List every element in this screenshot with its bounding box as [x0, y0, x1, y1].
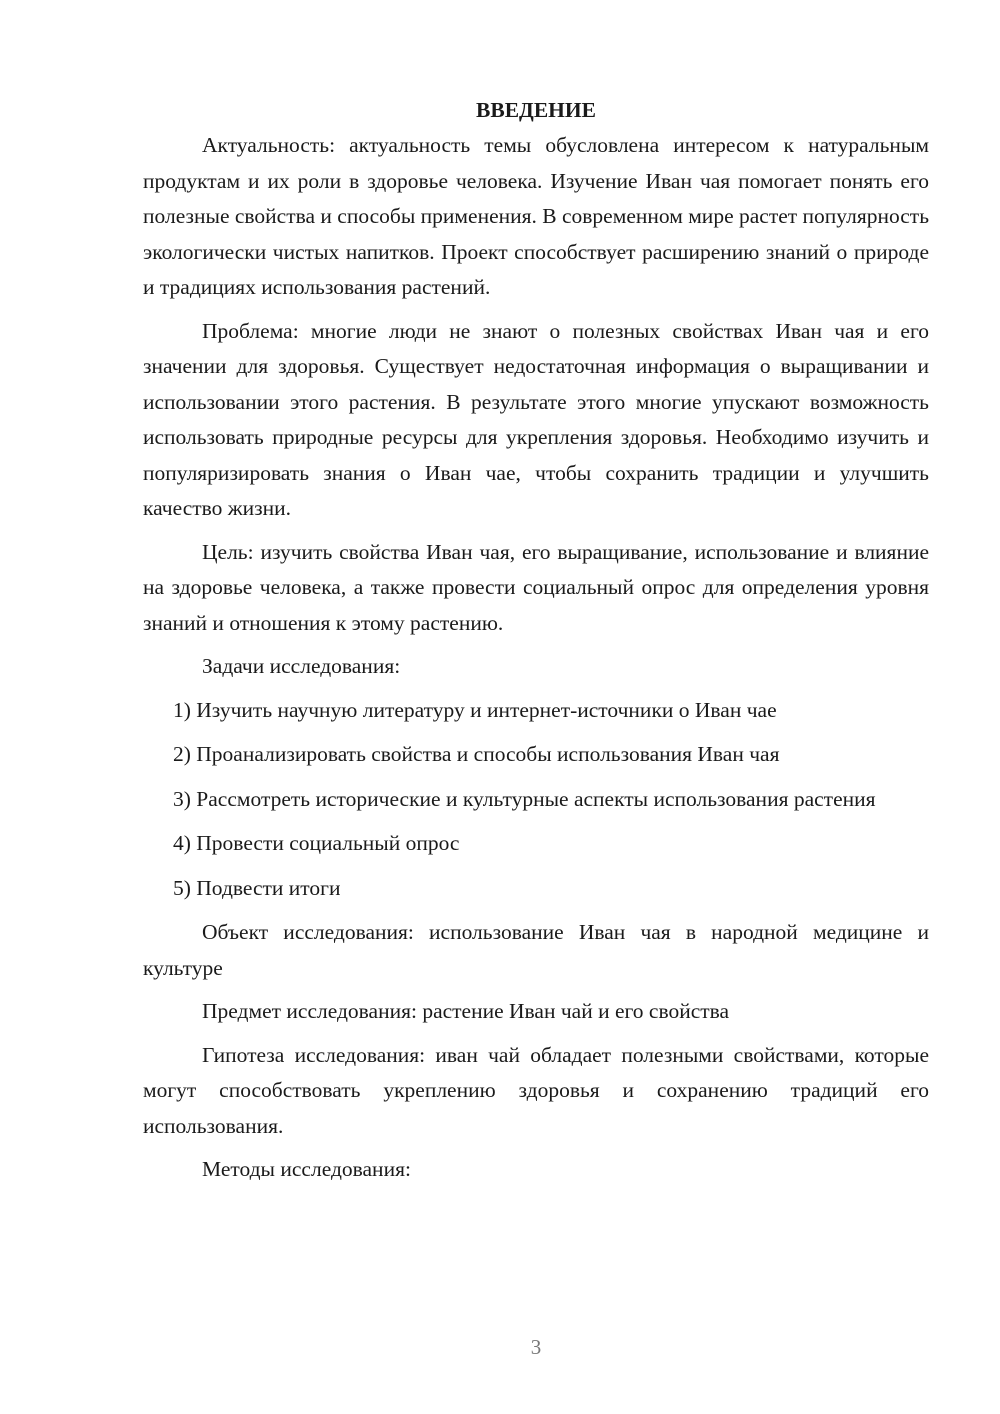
tasks-heading: Задачи исследования:: [202, 654, 401, 678]
paragraph-subject: Предмет исследования: растение Иван чай и его свойства: [202, 999, 730, 1023]
task-item-4: 4) Провести социальный опрос: [173, 831, 460, 855]
paragraph-problem: Проблема: многие люди не знают о полезных свойствах Иван чая и его значении для здоровья. Существует недостаточная информация о выращивании и использовании этого растения. В результате этого многие упускают возможность использовать природные ресурсы для укрепления здоровья. Необходимо изучить и популяризировать знания о Иван чае, чтобы сохранить традиции и улучшить качество жизни.: [143, 318, 929, 520]
page-content: [143, 92, 929, 1196]
paragraph-goal: Цель: изучить свойства Иван чая, его выращивание, использование и влияние на здоровье человека, а также провести социальный опрос для определения уровня знаний и отношения к этому растению.: [143, 539, 929, 635]
task-item-2: 2) Проанализировать свойства и способы использования Иван чая: [173, 742, 780, 766]
paragraph-object: Объект исследования: использование Иван чая в народной медицине и культуре: [143, 920, 929, 980]
methods-heading: Методы исследования:: [202, 1157, 411, 1181]
task-item-3: 3) Рассмотреть исторические и культурные аспекты использования растения: [173, 786, 876, 811]
task-item-5: 5) Подвести итоги: [173, 875, 341, 900]
paragraph-hypothesis: Гипотеза исследования: иван чай обладает полезными свойствами, которые могут способствовать укреплению здоровья и сохранению традиций его использования.: [143, 1042, 929, 1138]
task-item-1: 1) Изучить научную литературу и интернет-источники о Иван чае: [173, 697, 777, 722]
section-title: ВВЕДЕНИЕ: [476, 98, 596, 122]
paragraph-relevance: Актуальность: актуальность темы обусловлена интересом к натуральным продуктам и их роли в здоровье человека. Изучение Иван чая помогает понять его полезные свойства и способы применения. В современном мире растет популярность экологически чистых напитков. Проект способствует расширению знаний о природе и традициях использования растений.: [143, 133, 929, 299]
page-number: 3: [530, 1335, 542, 1359]
